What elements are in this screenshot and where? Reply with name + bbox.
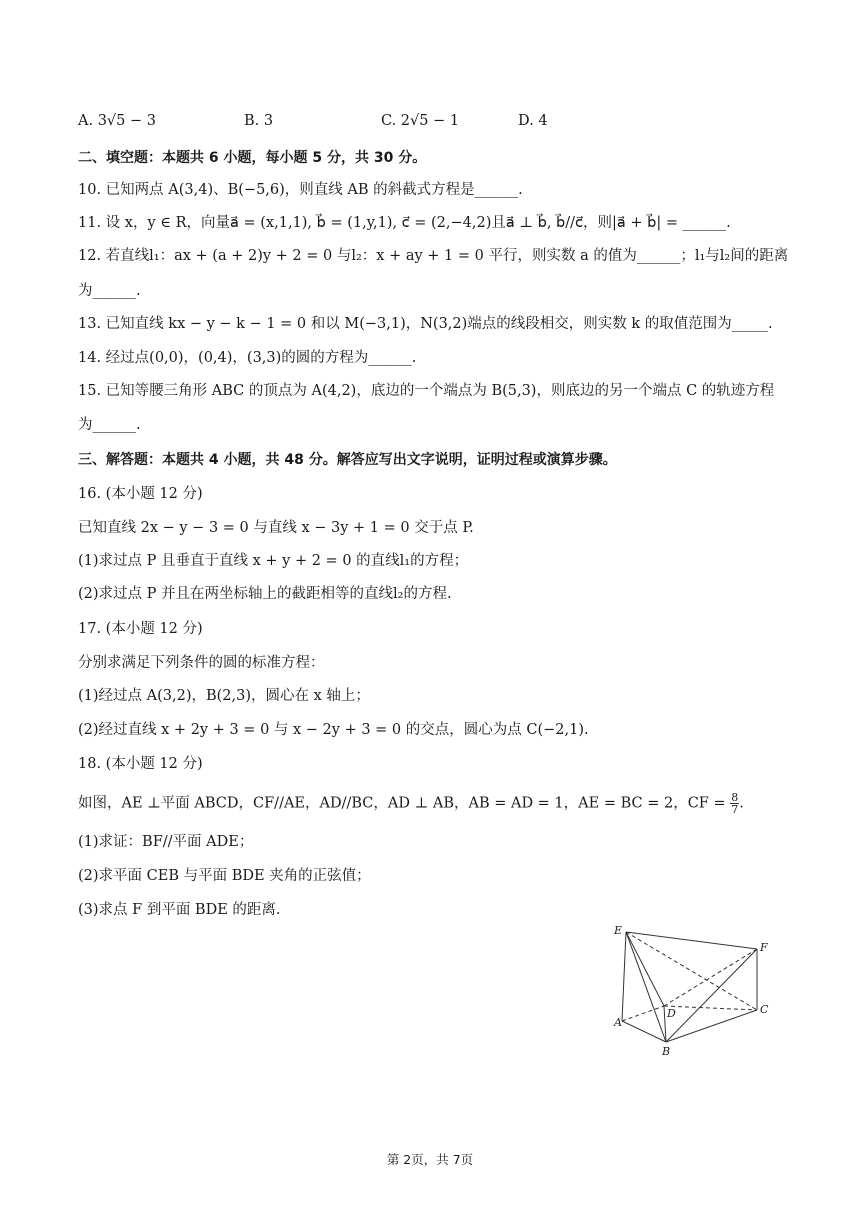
edge-dc: [664, 1006, 757, 1010]
choice-c: C. 2√5 − 1: [381, 113, 460, 129]
question-16-title: 16. (本小题 12 分): [78, 486, 203, 502]
edge-bc: [666, 1010, 757, 1042]
question-18-stem-end: .: [739, 795, 744, 812]
question-16-stem: 已知直线 2x − y − 3 = 0 与直线 x − 3y + 1 = 0 交于点 P.: [78, 520, 474, 536]
question-14: 14. 经过点(0,0)，(0,4)，(3,3)的圆的方程为______.: [78, 350, 417, 366]
question-11: 11. 设 x，y ∈ R，向量a⃗ = (x,1,1), b⃗ = (1,y,1), c⃗ = (2,−4,2)且a⃗ ⊥ b⃗, b⃗//c⃗，则|a⃗ + b⃗| = ______.: [78, 215, 731, 231]
label-f: F: [760, 941, 768, 954]
edge-bf: [666, 949, 757, 1042]
question-18-stem-text: 如图，AE ⊥平面 ABCD，CF//AE，AD//BC，AD ⊥ AB，AB = AD = 1，AE = BC = 2，CF =: [78, 795, 731, 812]
question-13: 13. 已知直线 kx − y − k − 1 = 0 和以 M(−3,1)，N(3,2)端点的线段相交，则实数 k 的取值范围为_____.: [78, 316, 773, 332]
question-18-part2: (2)求平面 CEB 与平面 BDE 夹角的正弦值；: [78, 868, 371, 884]
question-15-line1: 15. 已知等腰三角形 ABC 的顶点为 A(4,2)，底边的一个端点为 B(5,3)，则底边的另一个端点 C 的轨迹方程: [78, 383, 775, 399]
question-18-part1: (1)求证：BF//平面 ADE；: [78, 834, 254, 850]
label-d: D: [667, 1007, 676, 1020]
page-footer: 第 2页，共 7页: [386, 1152, 474, 1167]
question-15-line2: 为______.: [78, 417, 141, 433]
question-17-part2: (2)经过直线 x + 2y + 3 = 0 与 x − 2y + 3 = 0 的交点，圆心为点 C(−2,1).: [78, 722, 589, 738]
edge-ea: [622, 932, 626, 1021]
choice-b: B. 3: [244, 113, 274, 129]
question-12-line1: 12. 若直线l₁：ax + (a + 2)y + 2 = 0 与l₂：x + ay + 1 = 0 平行，则实数 a 的值为______；l₁与l₂间的距离: [78, 248, 789, 264]
label-b: B: [662, 1045, 671, 1058]
question-10: 10. 已知两点 A(3,4)、B(−5,6)，则直线 AB 的斜截式方程是______.: [78, 182, 523, 198]
question-16-part2: (2)求过点 P 并且在两坐标轴上的截距相等的直线l₂的方程.: [78, 586, 452, 602]
cf-fraction: [730, 792, 739, 815]
label-a: A: [614, 1016, 622, 1029]
label-c: C: [760, 1003, 769, 1016]
choice-a: A. 3√5 − 3: [78, 113, 156, 129]
edge-df: [664, 949, 757, 1006]
question-17-part1: (1)经过点 A(3,2)，B(2,3)，圆心在 x 轴上；: [78, 688, 370, 704]
question-17-stem: 分别求满足下列条件的圆的标准方程：: [78, 655, 325, 671]
label-e: E: [614, 924, 623, 937]
section2-heading: 二、填空题：本题共 6 小题，每小题 5 分，共 30 分。: [78, 150, 427, 166]
edge-ef: [626, 932, 757, 949]
question-18-part3: (3)求点 F 到平面 BDE 的距离.: [78, 902, 281, 918]
question-18-stem: [78, 792, 800, 815]
question-17-title: 17. (本小题 12 分): [78, 621, 203, 637]
question-18-title: 18. (本小题 12 分): [78, 756, 203, 772]
cf-denominator: 7: [731, 803, 739, 816]
choice-d: D. 4: [518, 113, 548, 129]
cf-numerator: 8: [731, 791, 739, 804]
question-12-line2: 为______.: [78, 283, 141, 299]
section3-heading: 三、解答题：本题共 4 小题，共 48 分。解答应写出文字说明，证明过程或演算步骤。: [78, 452, 617, 468]
question-16-part1: (1)求过点 P 且垂直于直线 x + y + 2 = 0 的直线l₁的方程；: [78, 553, 469, 569]
geometry-figure: [600, 918, 790, 1063]
